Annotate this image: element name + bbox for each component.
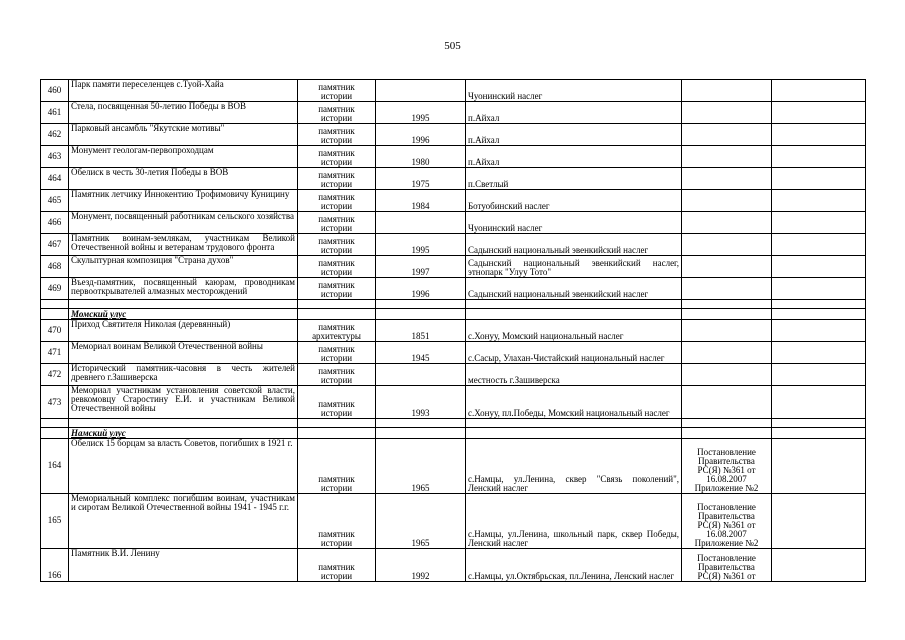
year-cell: 1965 (376, 439, 466, 494)
object-type-cell: памятник истории (298, 386, 376, 419)
year-cell: 1993 (376, 386, 466, 419)
empty-cell (466, 300, 682, 309)
empty-cell (682, 300, 772, 309)
row-number-cell: 473 (41, 386, 69, 419)
table-row (41, 439, 866, 494)
empty-cell (772, 212, 866, 234)
object-type-cell: памятник истории (298, 190, 376, 212)
empty-cell (69, 419, 298, 428)
empty-cell (772, 419, 866, 428)
object-name-cell: Монумент геологам-первопроходцам (69, 146, 298, 168)
empty-cell (772, 309, 866, 320)
year-cell: 1851 (376, 320, 466, 342)
document-cell (682, 124, 772, 146)
location-cell: Чуонинский наслег (466, 80, 682, 102)
section-title: Намский улус (69, 428, 298, 439)
empty-cell (41, 309, 69, 320)
document-cell (682, 320, 772, 342)
empty-cell (772, 102, 866, 124)
location-cell: с.Хонуу, пл.Победы, Момский национальный наслег (466, 386, 682, 419)
empty-cell (772, 342, 866, 364)
location-cell: п.Айхал (466, 146, 682, 168)
empty-cell (772, 364, 866, 386)
empty-cell (466, 428, 682, 439)
location-cell: Чуонинский наслег (466, 212, 682, 234)
object-name-cell: Памятник В.И. Ленину (69, 549, 298, 582)
page-number: 505 (444, 40, 461, 52)
table-row (41, 256, 866, 278)
empty-cell (376, 309, 466, 320)
object-type-cell: памятник истории (298, 278, 376, 300)
location-cell: Садынский национальный эвенкийский наслег, этнопарк "Улуу Тото" (466, 256, 682, 278)
object-type-cell: памятник истории (298, 256, 376, 278)
object-type-cell: памятник истории (298, 102, 376, 124)
object-name-cell: Парковый ансамбль "Якутские мотивы" (69, 124, 298, 146)
empty-cell (376, 419, 466, 428)
object-type-cell: памятник истории (298, 168, 376, 190)
year-cell: 1980 (376, 146, 466, 168)
location-cell: Ботуобинский наслег (466, 190, 682, 212)
empty-cell (41, 419, 69, 428)
year-cell: 1996 (376, 278, 466, 300)
table-row (41, 80, 866, 102)
year-cell: 1995 (376, 102, 466, 124)
row-number-cell: 466 (41, 212, 69, 234)
location-cell: с.Хонуу, Момский национальный наслег (466, 320, 682, 342)
document-cell (682, 256, 772, 278)
empty-cell (772, 168, 866, 190)
empty-cell (772, 80, 866, 102)
table-row (41, 494, 866, 549)
year-cell: 1997 (376, 256, 466, 278)
row-number-cell: 462 (41, 124, 69, 146)
empty-cell (772, 146, 866, 168)
year-cell: 1965 (376, 494, 466, 549)
object-name-cell: Стела, посвященная 50-летию Победы в ВОВ (69, 102, 298, 124)
empty-cell (682, 428, 772, 439)
object-type-cell: памятник истории (298, 494, 376, 549)
document-cell (682, 80, 772, 102)
row-number-cell: 468 (41, 256, 69, 278)
object-name-cell: Мемориал участникам установления советской власти, ревкомовцу Старостину Е.И. и участникам Великой Отечественной войны (69, 386, 298, 419)
location-cell: Садынский национальный эвенкийский наслег (466, 278, 682, 300)
empty-cell (772, 124, 866, 146)
blank-row (41, 300, 866, 309)
document-cell: Постановление Правительства РС(Я) №361 от 16.08.2007 Приложение №2 (682, 494, 772, 549)
empty-cell (772, 278, 866, 300)
table-row (41, 386, 866, 419)
year-cell (376, 212, 466, 234)
row-number-cell: 470 (41, 320, 69, 342)
empty-cell (772, 190, 866, 212)
row-number-cell: 164 (41, 439, 69, 494)
monuments-table (40, 79, 866, 582)
section-title: Момский улус (69, 309, 298, 320)
row-number-cell: 469 (41, 278, 69, 300)
object-type-cell: памятник истории (298, 212, 376, 234)
empty-cell (466, 309, 682, 320)
row-number-cell: 461 (41, 102, 69, 124)
year-cell: 1995 (376, 234, 466, 256)
empty-cell (69, 300, 298, 309)
object-type-cell: памятник истории (298, 439, 376, 494)
empty-cell (376, 428, 466, 439)
object-type-cell: памятник истории (298, 364, 376, 386)
object-type-cell: памятник истории (298, 549, 376, 582)
table-row (41, 320, 866, 342)
row-number-cell: 464 (41, 168, 69, 190)
table-row (41, 124, 866, 146)
document-cell: Постановление Правительства РС(Я) №361 от 16.08.2007 Приложение №2 (682, 439, 772, 494)
empty-cell (466, 419, 682, 428)
table-row (41, 342, 866, 364)
empty-cell (298, 428, 376, 439)
empty-cell (772, 234, 866, 256)
document-cell (682, 234, 772, 256)
blank-row (41, 419, 866, 428)
object-name-cell: Исторический памятник-часовня в честь жителей древнего г.Зашиверска (69, 364, 298, 386)
empty-cell (298, 300, 376, 309)
empty-cell (682, 419, 772, 428)
location-cell: с.Сасыр, Улахан-Чистайский национальный наслег (466, 342, 682, 364)
year-cell (376, 364, 466, 386)
document-cell (682, 386, 772, 419)
row-number-cell: 467 (41, 234, 69, 256)
table-row (41, 102, 866, 124)
table-row (41, 168, 866, 190)
document-cell (682, 364, 772, 386)
empty-cell (772, 439, 866, 494)
location-cell: Садынский национальный эвенкийский наслег (466, 234, 682, 256)
object-type-cell: памятник истории (298, 124, 376, 146)
location-cell: п.Айхал (466, 102, 682, 124)
object-type-cell: памятник архитектуры (298, 320, 376, 342)
object-type-cell: памятник истории (298, 342, 376, 364)
object-name-cell: Въезд-памятник, посвященный каюрам, проводникам первооткрывателей алмазных месторождений (69, 278, 298, 300)
object-name-cell: Мемориальный комплекс погибшим воинам, участникам и сиротам Великой Отечественной войны 1941 - 1945 г.г. (69, 494, 298, 549)
location-cell: местность г.Зашиверска (466, 364, 682, 386)
table-row (41, 364, 866, 386)
object-name-cell: Обелиск в честь 30-летия Победы в ВОВ (69, 168, 298, 190)
object-name-cell: Монумент, посвященный работникам сельского хозяйства (69, 212, 298, 234)
document-cell (682, 168, 772, 190)
table-row (41, 278, 866, 300)
document-cell (682, 212, 772, 234)
document-cell (682, 190, 772, 212)
object-name-cell: Приход Святителя Николая (деревянный) (69, 320, 298, 342)
empty-cell (772, 428, 866, 439)
year-cell: 1996 (376, 124, 466, 146)
empty-cell (41, 300, 69, 309)
year-cell: 1992 (376, 549, 466, 582)
empty-cell (376, 300, 466, 309)
year-cell: 1975 (376, 168, 466, 190)
empty-cell (772, 549, 866, 582)
document-cell (682, 342, 772, 364)
object-name-cell: Обелиск 15 борцам за власть Советов, погибших в 1921 г. (69, 439, 298, 494)
object-type-cell: памятник истории (298, 80, 376, 102)
object-name-cell: Мемориал воинам Великой Отечественной войны (69, 342, 298, 364)
table-row (41, 234, 866, 256)
row-number-cell: 460 (41, 80, 69, 102)
table-row (41, 190, 866, 212)
object-name-cell: Парк памяти переселенцев с.Туой-Хайа (69, 80, 298, 102)
table-row (41, 212, 866, 234)
table-row (41, 549, 866, 582)
location-cell: с.Намцы, ул.Ленина, школьный парк, сквер Победы, Ленский наслег (466, 494, 682, 549)
document-cell (682, 278, 772, 300)
empty-cell (682, 309, 772, 320)
empty-cell (298, 309, 376, 320)
location-cell: с.Намцы, ул.Ленина, сквер "Связь поколений", Ленский наслег (466, 439, 682, 494)
year-cell: 1945 (376, 342, 466, 364)
row-number-cell: 463 (41, 146, 69, 168)
empty-cell (41, 428, 69, 439)
document-cell (682, 146, 772, 168)
document-cell: Постановление Правительства РС(Я) №361 от (682, 549, 772, 582)
empty-cell (772, 494, 866, 549)
location-cell: п.Айхал (466, 124, 682, 146)
empty-cell (772, 256, 866, 278)
empty-cell (772, 386, 866, 419)
object-name-cell: Памятник воинам-землякам, участникам Великой Отечественной войны и ветеранам трудового фронта (69, 234, 298, 256)
empty-cell (298, 419, 376, 428)
section-header-row (41, 428, 866, 439)
year-cell (376, 80, 466, 102)
year-cell: 1984 (376, 190, 466, 212)
object-type-cell: памятник истории (298, 234, 376, 256)
row-number-cell: 166 (41, 549, 69, 582)
empty-cell (772, 300, 866, 309)
document-cell (682, 102, 772, 124)
row-number-cell: 465 (41, 190, 69, 212)
section-header-row (41, 309, 866, 320)
row-number-cell: 471 (41, 342, 69, 364)
object-name-cell: Памятник летчику Иннокентию Трофимовичу Куницину (69, 190, 298, 212)
table-row (41, 146, 866, 168)
location-cell: с.Намцы, ул.Октябрьская, пл.Ленина, Ленский наслег (466, 549, 682, 582)
object-type-cell: памятник истории (298, 146, 376, 168)
location-cell: п.Светлый (466, 168, 682, 190)
row-number-cell: 165 (41, 494, 69, 549)
empty-cell (772, 320, 866, 342)
object-name-cell: Скульптурная композиция "Страна духов" (69, 256, 298, 278)
row-number-cell: 472 (41, 364, 69, 386)
